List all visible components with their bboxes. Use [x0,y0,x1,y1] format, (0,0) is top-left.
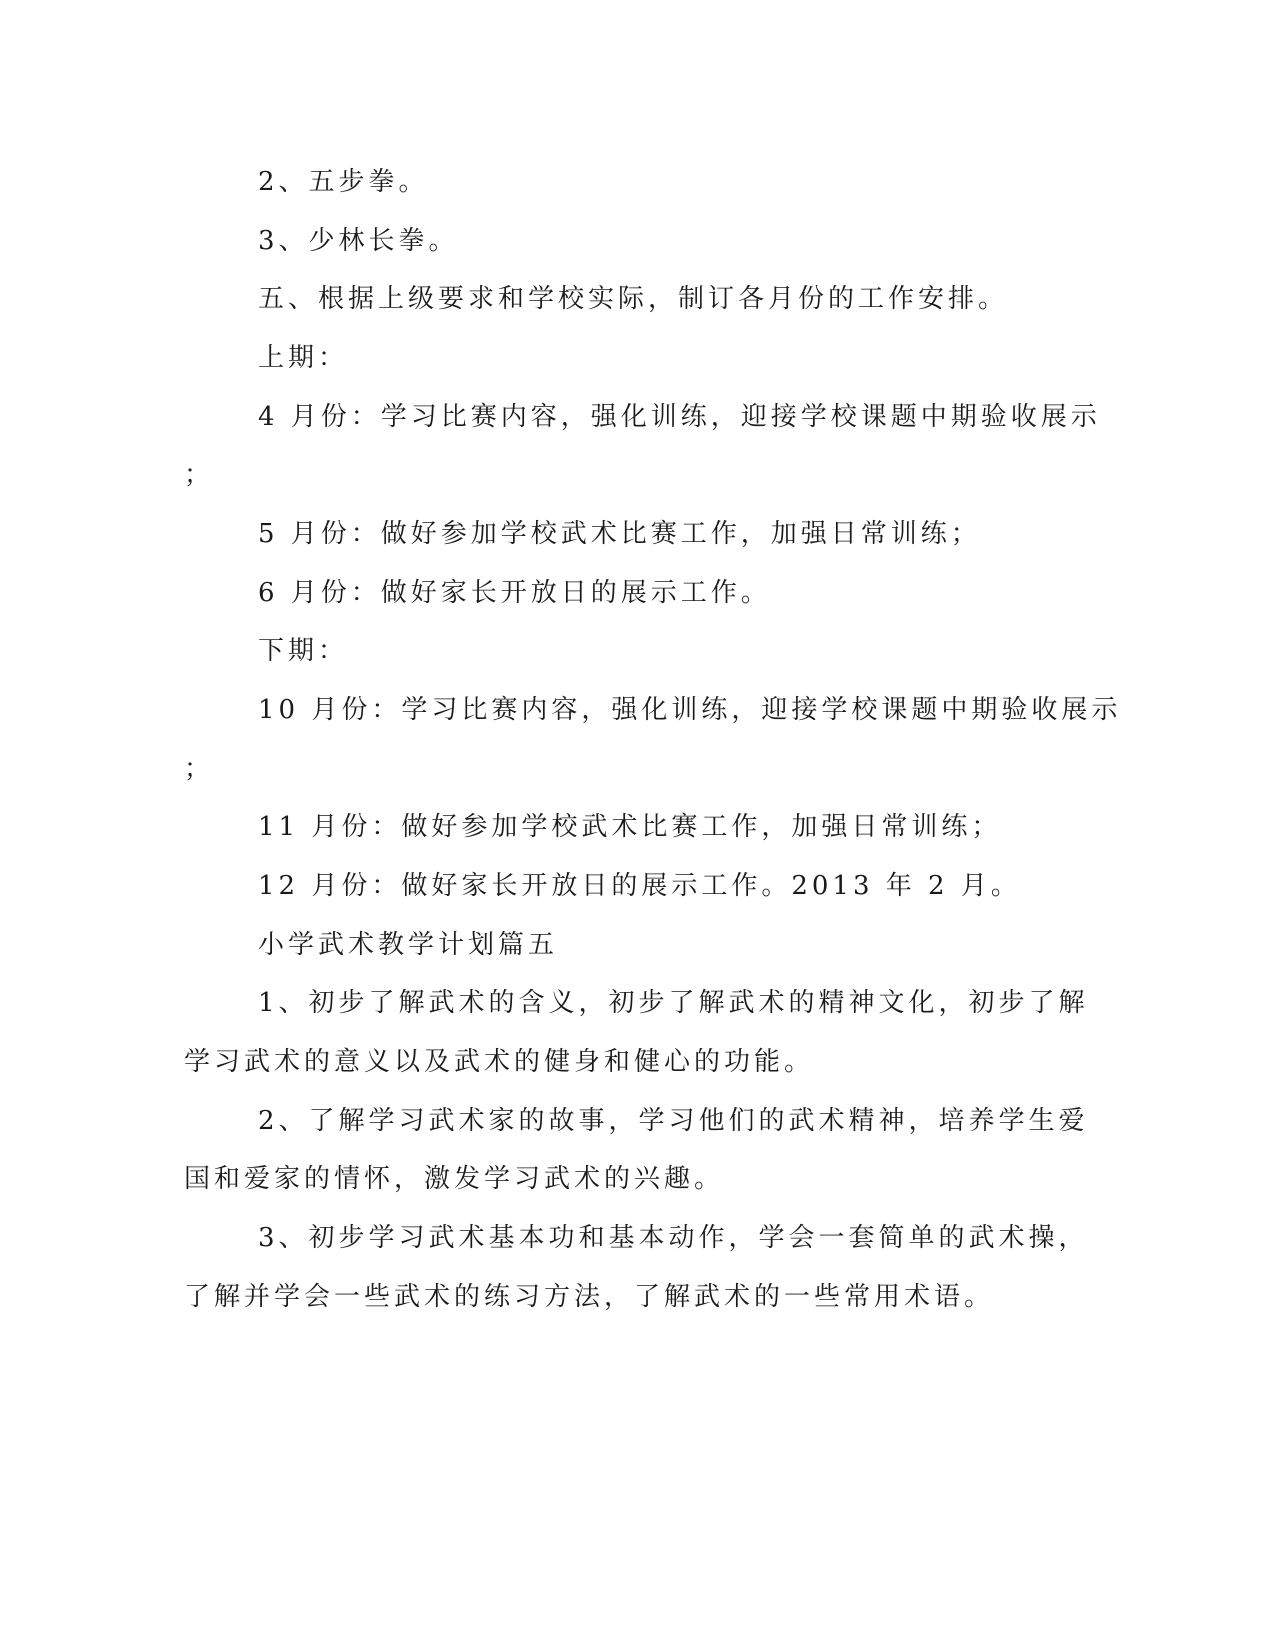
text-line: 了解并学会一些武术的练习方法，了解武术的一些常用术语。 [184,1282,995,1312]
text-line: 五、根据上级要求和学校实际，制订各月份的工作安排。 [258,284,1009,314]
text-line: ； [184,460,215,490]
text-line: 1、初步了解武术的含义，初步了解武术的精神文化，初步了解 [258,988,1089,1018]
text-line: 3、少林长拳。 [258,226,459,256]
text-line: 10 月份：学习比赛内容，强化训练，迎接学校课题中期验收展示 [258,695,1122,725]
section-heading: 小学武术教学计划篇五 [258,930,559,960]
text-line: 6 月份：做好家长开放日的展示工作。 [258,578,771,608]
text-line: 4 月份：学习比赛内容，强化训练，迎接学校课题中期验收展示 [258,402,1101,432]
text-line: 2、了解学习武术家的故事，学习他们的武术精神，培养学生爱 [258,1106,1089,1136]
text-line: 上期： [258,343,349,373]
text-line: 5 月份：做好参加学校武术比赛工作，加强日常训练； [258,519,981,549]
text-line: 3、初步学习武术基本功和基本动作，学会一套简单的武术操， [258,1223,1089,1253]
text-line: 11 月份：做好参加学校武术比赛工作，加强日常训练； [258,812,1002,842]
text-line: 下期： [258,636,349,666]
text-line: ； [184,754,215,784]
text-line: 12 月份：做好家长开放日的展示工作。2013 年 2 月。 [258,871,1021,901]
text-line: 国和爱家的情怀，激发学习武术的兴趣。 [184,1164,725,1194]
text-line: 2、五步拳。 [258,167,429,197]
text-line: 学习武术的意义以及武术的健身和健心的功能。 [184,1047,815,1077]
